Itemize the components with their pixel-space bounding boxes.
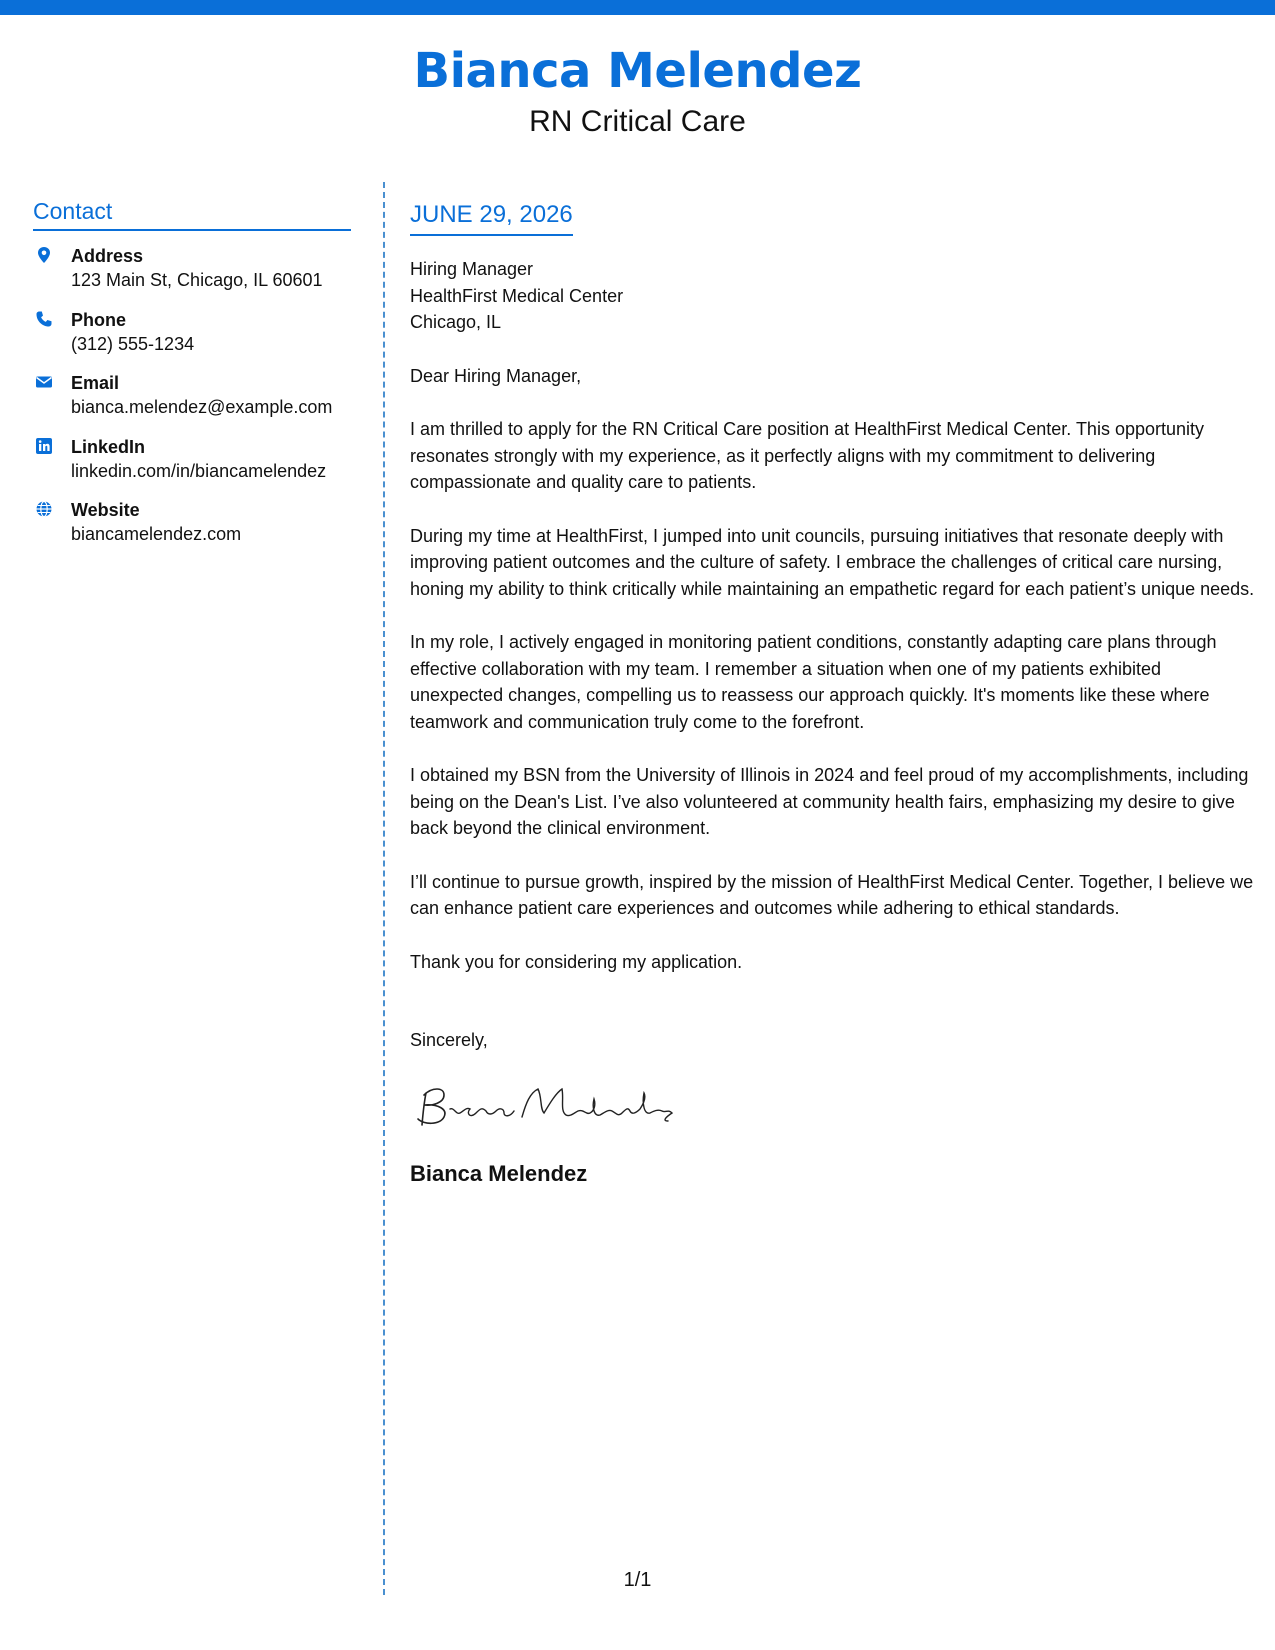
- body-paragraph: I’ll continue to pursue growth, inspired by the mission of HealthFirst Medical Center. Together, I believe we can enhance patient care experiences and outcomes while adhering to ethical standards.: [410, 871, 1254, 918]
- salutation: Dear Hiring Manager,: [410, 365, 582, 386]
- date-block: [410, 200, 573, 236]
- applicant-name: Bianca Melendez: [413, 43, 862, 99]
- contact-sidebar: [33, 196, 351, 562]
- body-paragraph: I am thrilled to apply for the RN Critical Care position at HealthFirst Medical Center. This opportunity resonates strongly with my experience, as it perfectly aligns with my commitment to delivering compassionate and quality care to patients.: [410, 419, 1205, 492]
- recipient-line: Chicago, IL: [410, 312, 502, 332]
- top-accent-bar: [0, 0, 1275, 15]
- body-paragraph: I obtained my BSN from the University of Illinois in 2024 and feel proud of my accomplishments, including being on the Dean's List. I’ve also volunteered at community health fairs, emphasizing my desire to give back beyond the clinical environment.: [410, 765, 1249, 838]
- website-value[interactable]: biancamelendez.com: [71, 524, 242, 544]
- contact-label: Phone: [71, 309, 127, 330]
- body-paragraph: During my time at HealthFirst, I jumped into unit councils, pursuing initiatives that resonate deeply with improving patient outcomes and the culture of safety. I embrace the challenges of critical care nursing, honing my ability to think critically while maintaining an empathetic regard for each patient’s unique needs.: [410, 525, 1255, 599]
- location-pin-icon: [35, 246, 53, 264]
- linkedin-value[interactable]: linkedin.com/in/biancamelendez: [71, 460, 327, 481]
- contact-item-address: [33, 244, 351, 308]
- contact-heading: Contact: [33, 196, 351, 231]
- closing: Sincerely,: [410, 1030, 488, 1050]
- recipient-line: HealthFirst Medical Center: [410, 285, 624, 306]
- address-value: 123 Main St, Chicago, IL 60601: [71, 270, 323, 290]
- thank-you-line: Thank you for considering my application.: [410, 951, 743, 972]
- letter-date: JUNE 29, 2026: [410, 201, 573, 228]
- contact-item-linkedin: [33, 435, 351, 499]
- column-divider: [383, 182, 385, 1595]
- contact-item-phone: [33, 308, 351, 372]
- contact-label: Email: [71, 373, 120, 393]
- contact-label: Address: [71, 246, 144, 266]
- phone-icon: [35, 310, 53, 328]
- globe-icon: [35, 500, 53, 518]
- letter-body: [410, 200, 1255, 1189]
- contact-item-email: [33, 371, 351, 435]
- signer-name: Bianca Melendez: [410, 1161, 588, 1186]
- recipient-line: Hiring Manager: [410, 259, 534, 279]
- email-value[interactable]: bianca.melendez@example.com: [71, 397, 333, 417]
- contact-item-website: [33, 498, 351, 562]
- page-number: 1/1: [623, 1569, 652, 1591]
- contact-label: Website: [71, 500, 140, 520]
- body-paragraph: In my role, I actively engaged in monitoring patient conditions, constantly adapting care plans through effective collaboration with my team. I remember a situation when one of my patients exhibited unexpected changes, compelling us to reassess our approach quickly. It's moments like these where teamwork and communication truly come to the forefront.: [410, 632, 1217, 732]
- contact-list: [33, 244, 351, 562]
- phone-value[interactable]: (312) 555-1234: [71, 333, 195, 354]
- header: [0, 38, 1275, 142]
- job-title: RN Critical Care: [529, 105, 746, 138]
- handwritten-signature: [410, 1073, 680, 1135]
- envelope-icon: [35, 373, 53, 391]
- recipient-block: [410, 256, 1255, 336]
- contact-label: LinkedIn: [71, 436, 146, 457]
- linkedin-icon: [35, 437, 53, 455]
